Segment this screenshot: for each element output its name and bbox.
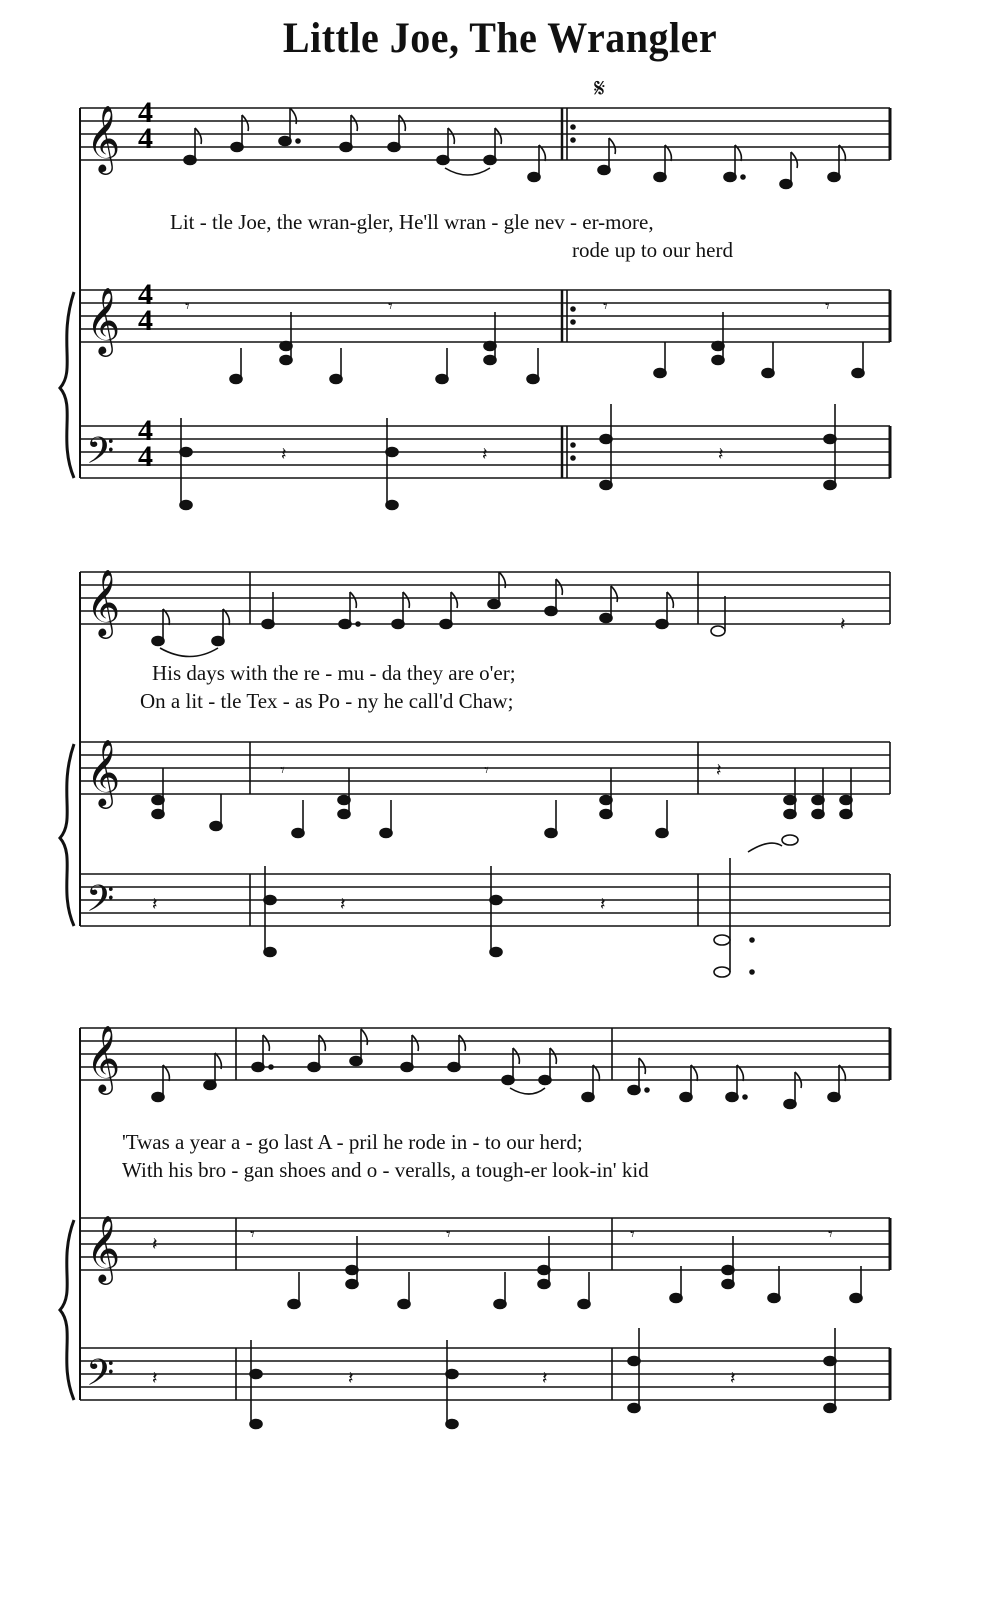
system-1 (60, 108, 890, 478)
meter-denominator: 4 (138, 304, 153, 337)
rests-3 (152, 1224, 833, 1389)
svg-text:𝄽: 𝄽 (281, 444, 287, 465)
svg-text:𝄽: 𝄽 (152, 894, 158, 915)
svg-text:𝄾: 𝄾 (630, 1224, 635, 1245)
svg-text:𝄾: 𝄾 (603, 296, 608, 317)
svg-text:𝄽: 𝄽 (542, 1368, 548, 1389)
bass-clef-icon: 𝄢 (86, 1352, 115, 1403)
svg-text:𝄽: 𝄽 (730, 1368, 736, 1389)
lyrics-system2-verse1: His days with the re - mu - da they are o'er; (152, 661, 516, 685)
meter-denominator: 4 (138, 440, 153, 473)
system-2-signatures (86, 568, 120, 929)
lyrics-system3-verse2: With his bro - gan shoes and o - veralls, a tough-er look-in' kid (122, 1158, 649, 1182)
system-3-signatures (86, 1024, 120, 1403)
svg-text:𝄾: 𝄾 (446, 1224, 451, 1245)
time-signature-piano-treble (138, 278, 153, 337)
lyrics-system1-verse1: Lit - tle Joe, the wran-gler, He'll wran - gle nev - er-more, (170, 210, 654, 234)
segno-sign: 𝄋 (594, 74, 606, 104)
treble-clef-icon: 𝄞 (86, 1024, 121, 1092)
svg-text:𝄾: 𝄾 (185, 296, 190, 317)
piano-notes-2 (152, 768, 852, 977)
treble-clef-icon: 𝄞 (86, 738, 121, 806)
piano-treble-staff-1 (80, 290, 890, 342)
time-signature-voice (138, 96, 153, 155)
svg-text:𝄾: 𝄾 (250, 1224, 255, 1245)
svg-text:𝄽: 𝄽 (482, 444, 488, 465)
meter-numerator: 4 (138, 278, 153, 311)
svg-text:𝄽: 𝄽 (600, 894, 606, 915)
system-1-signatures (86, 104, 120, 481)
lyrics-system2-verse2: On a lit - tle Tex - as Po - ny he call'd Chaw; (140, 689, 514, 713)
treble-clef-icon: 𝄞 (86, 286, 121, 354)
treble-clef-icon: 𝄞 (86, 1214, 121, 1282)
svg-text:𝄽: 𝄽 (840, 614, 846, 635)
bass-clef-icon: 𝄢 (86, 430, 115, 481)
time-signature-piano-bass (138, 414, 153, 473)
svg-text:𝄾: 𝄾 (280, 760, 285, 781)
svg-text:𝄽: 𝄽 (718, 444, 724, 465)
treble-clef-icon: 𝄞 (86, 104, 121, 172)
bass-clef-icon: 𝄢 (86, 878, 115, 929)
treble-clef-icon: 𝄞 (86, 568, 121, 636)
svg-text:𝄽: 𝄽 (348, 1368, 354, 1389)
svg-text:𝄾: 𝄾 (484, 760, 489, 781)
meter-numerator: 4 (138, 414, 153, 447)
lyrics-system3-verse1: 'Twas a year a - go last A - pril he rode in - to our herd; (122, 1130, 583, 1154)
svg-text:𝄾: 𝄾 (825, 296, 830, 317)
voice-staff-1 (80, 108, 890, 160)
meter-denominator: 4 (138, 122, 153, 155)
svg-text:𝄽: 𝄽 (716, 760, 722, 781)
song-title: Little Joe, The Wrangler (282, 13, 718, 62)
system-2 (60, 572, 890, 926)
rests-2 (152, 614, 846, 915)
meter-numerator: 4 (138, 96, 153, 129)
svg-text:𝄾: 𝄾 (828, 1224, 833, 1245)
system-3 (60, 1028, 890, 1400)
svg-text:𝄽: 𝄽 (340, 894, 346, 915)
voice-notes-1 (184, 108, 845, 189)
lyrics-system1-verse2: rode up to our herd (572, 238, 733, 262)
svg-text:𝄽: 𝄽 (152, 1368, 158, 1389)
svg-text:𝄽: 𝄽 (152, 1234, 158, 1255)
svg-text:𝄾: 𝄾 (388, 296, 393, 317)
